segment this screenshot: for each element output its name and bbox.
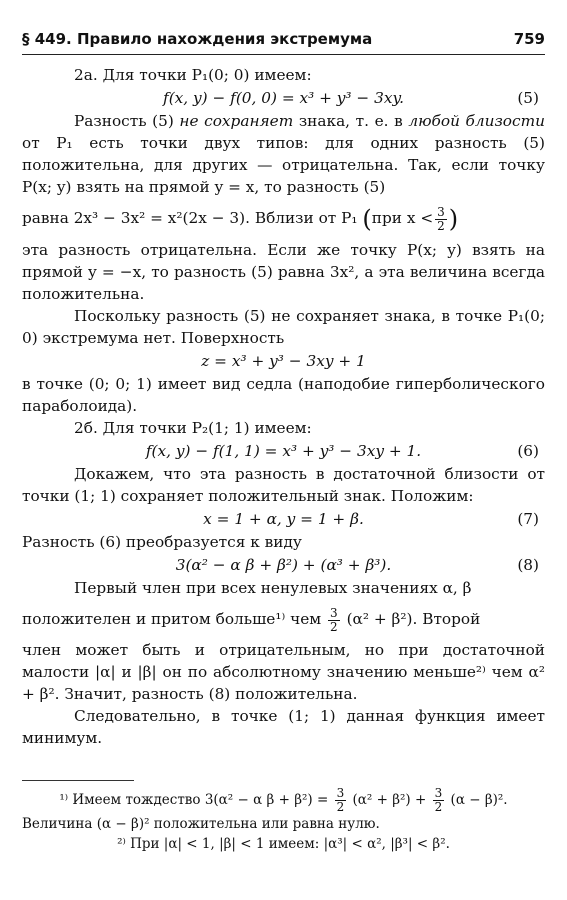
text: ¹⁾ Имеем тождество 3(α² − α β + β²) = bbox=[59, 792, 329, 808]
paren-open: ( bbox=[362, 205, 372, 233]
text: знака, т. е. в bbox=[298, 112, 403, 130]
fraction-denominator: 2 bbox=[437, 218, 445, 233]
fraction bbox=[328, 607, 340, 634]
fraction-denominator: 2 bbox=[434, 800, 443, 814]
running-header bbox=[22, 14, 545, 55]
equation-number: (8) bbox=[517, 556, 539, 574]
text: Разность (5) bbox=[74, 112, 174, 130]
fraction-denominator: 2 bbox=[330, 619, 338, 634]
text: равна 2x³ − 3x² = x²(2x − 3). Вблизи от P₁ bbox=[22, 209, 358, 227]
fraction-denominator: 2 bbox=[336, 800, 345, 814]
equation-text: z = x³ + y³ − 3xy + 1 bbox=[201, 352, 366, 370]
fraction bbox=[435, 206, 447, 233]
fraction-numerator: 3 bbox=[336, 786, 345, 800]
fraction-numerator: 3 bbox=[434, 786, 443, 800]
text: (α² + β²) + bbox=[352, 792, 427, 808]
equation-text: 3(α² − α β + β²) + (α³ + β³). bbox=[175, 556, 392, 574]
page-number: 759 bbox=[513, 30, 545, 48]
fraction-numerator: 3 bbox=[330, 605, 338, 620]
emphasis: не сохраняет bbox=[179, 112, 294, 130]
paragraph: Разность (6) преобразуется к виду bbox=[22, 533, 302, 551]
footnote-1-continued: Величина (α − β)² положительна или равна нулю. bbox=[22, 816, 380, 832]
footnotes bbox=[22, 787, 545, 854]
paren-close: ) bbox=[448, 205, 459, 233]
equation-number: (7) bbox=[517, 510, 539, 528]
paragraph: эта разность отрицательна. Если же точку P(x; y) взять на прямой y = −x, то разность (5) равна 3x², а эта величина всегда положительна. bbox=[22, 241, 545, 303]
equation-text: f(x, y) − f(0, 0) = x³ + y³ − 3xy. bbox=[163, 89, 404, 107]
fraction-numerator: 3 bbox=[437, 204, 445, 219]
paragraph: 2а. Для точки P₁(0; 0) имеем: bbox=[74, 66, 312, 84]
text: (α² + β²). Второй bbox=[346, 610, 481, 628]
section-title: § 449. Правило нахождения экстремума bbox=[22, 30, 373, 48]
footnote-1 bbox=[22, 787, 545, 814]
paragraph: в точке (0; 0; 1) имеет вид седла (наподобие гиперболического параболоида). bbox=[22, 375, 545, 415]
text: от P₁ есть точки двух типов: для одних разность (5) положительна, для других — отрицательна. Так, если точку P(x; y) взять на прямой y = x, то разность (5) bbox=[22, 134, 545, 196]
paragraph bbox=[22, 603, 545, 635]
equation-6 bbox=[22, 439, 545, 463]
equation-number: (6) bbox=[517, 442, 539, 460]
fraction bbox=[433, 787, 445, 814]
equation-5 bbox=[22, 86, 545, 110]
paragraph: Следовательно, в точке (1; 1) данная функция имеет минимум. bbox=[22, 707, 545, 747]
page-body bbox=[22, 64, 545, 749]
footnote-2: ²⁾ При |α| < 1, |β| < 1 имеем: |α³| < α², |β³| < β². bbox=[117, 836, 450, 852]
equation-text: f(x, y) − f(1, 1) = x³ + y³ − 3xy + 1. bbox=[145, 442, 422, 460]
emphasis: любой близости bbox=[408, 112, 545, 130]
fraction bbox=[335, 787, 347, 814]
text: при x < bbox=[371, 209, 434, 227]
equation-number: (5) bbox=[517, 89, 539, 107]
equation-7 bbox=[22, 507, 545, 531]
equation-text: x = 1 + α, y = 1 + β. bbox=[203, 510, 364, 528]
paragraph bbox=[22, 110, 545, 198]
equation-z bbox=[22, 349, 545, 373]
paragraph: Поскольку разность (5) не сохраняет знака, в точке P₁(0; 0) экстремума нет. Поверхность bbox=[22, 307, 545, 347]
text: положителен и притом больше¹⁾ чем bbox=[22, 610, 322, 628]
equation-8 bbox=[22, 553, 545, 577]
paragraph bbox=[22, 202, 545, 235]
paragraph: Докажем, что эта разность в достаточной близости от точки (1; 1) сохраняет положительный знак. Положим: bbox=[22, 465, 545, 505]
footnote-divider bbox=[22, 780, 134, 781]
paragraph: Первый член при всех ненулевых значениях α, β bbox=[74, 579, 472, 597]
paragraph: член может быть и отрицательным, но при достаточной малости |α| и |β| он по абсолютному значению меньше²⁾ чем α² + β². Значит, разность (8) положительна. bbox=[22, 641, 545, 703]
text: (α − β)². bbox=[450, 792, 508, 808]
paragraph: 2б. Для точки P₂(1; 1) имеем: bbox=[74, 419, 312, 437]
